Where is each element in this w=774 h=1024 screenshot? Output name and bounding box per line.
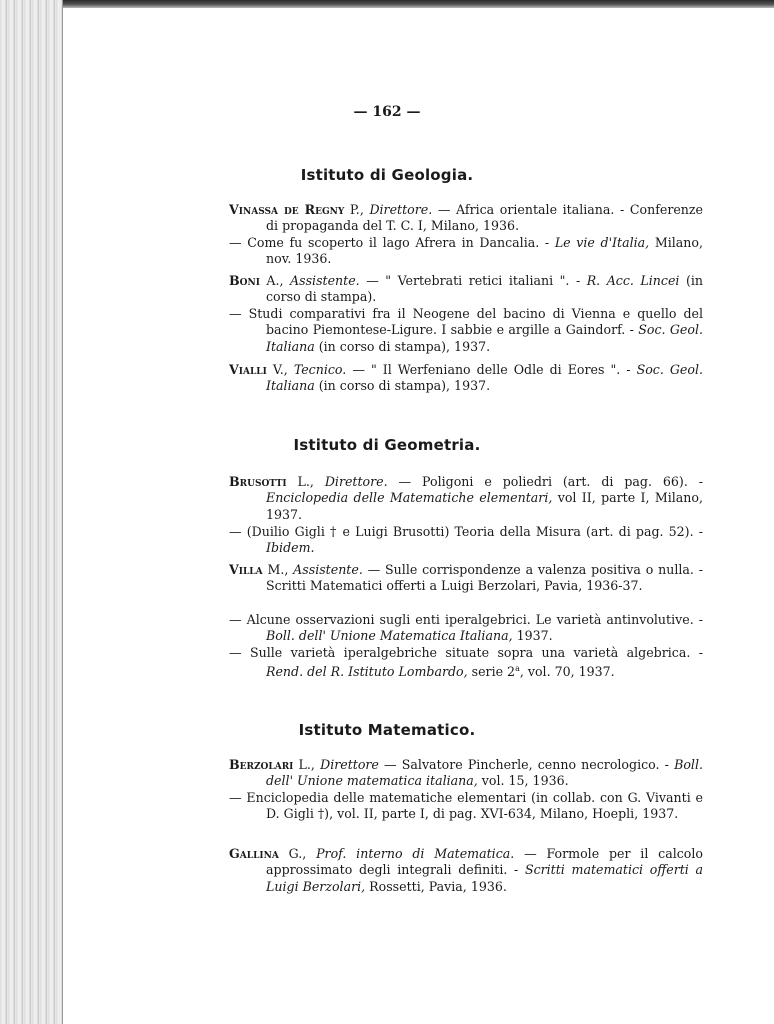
- entry-text-tail: (in corso di stampa).: [266, 273, 703, 305]
- entry-initials: L.,: [286, 474, 325, 489]
- entry-source: Soc. Geol. Italiana: [266, 322, 703, 354]
- entry-source: Boll. dell' Unione Matematica Italiana,: [266, 628, 513, 644]
- entry-initials: L.,: [293, 757, 321, 772]
- entry-author: Vinassa de Regny: [229, 202, 345, 217]
- entry-villa: [229, 562, 703, 595]
- book-binding-edge: [0, 0, 63, 1024]
- entry-text-tail: Rossetti, Pavia, 1936.: [365, 878, 507, 894]
- entry-role: Assistente.: [293, 562, 363, 577]
- entry-role: Direttore: [320, 757, 379, 772]
- entry-text: — Come fu scoperto il lago Afrera in Dancalia. -: [229, 235, 555, 250]
- entry-initials: A.,: [259, 273, 291, 288]
- entry-text-tail: (in corso di stampa), 1937.: [314, 378, 491, 394]
- entry-text: — Poligoni e poliedri (art. di pag. 66). -: [387, 474, 703, 489]
- entry-berzolari-2: [229, 790, 703, 823]
- entry-vinassa: [229, 202, 703, 235]
- section-heading-geologia: Istituto di Geologia.: [300, 166, 474, 184]
- entry-text-tail: serie 2: [467, 664, 516, 680]
- section-heading-matematico: Istituto Matematico.: [298, 721, 476, 739]
- entry-initials: P.,: [344, 202, 370, 217]
- entry-vinassa-2: [229, 235, 703, 268]
- entry-gallina: [229, 846, 703, 895]
- entry-source: Boll. dell' Unione matematica italiana,: [266, 757, 703, 789]
- entry-role: Direttore.: [369, 202, 433, 217]
- entry-text: — Sulle corrispondenze a valenza positiva o nulla. - Scritti Matematici offerti a Luigi Berzolari, Pavia, 1936-37.: [266, 562, 703, 594]
- entry-villa-2: [229, 612, 703, 645]
- entry-text: — " Il Werfeniano delle Odle di Eores ". -: [346, 362, 637, 377]
- entry-boni-2: [229, 306, 703, 355]
- entry-text: — Studi comparativi fra il Neogene del bacino di Vienna e quello del bacino Piemontese-Ligure. I sabbie e argille a Gaindorf. -: [229, 306, 703, 338]
- entry-text: — Enciclopedia delle matematiche elementari (in collab. con G. Vivanti e D. Gigli †), vol. II, parte I, di pag. XVI-634, Milano, Hoepli, 1937.: [229, 790, 703, 822]
- entry-role: Assistente.: [290, 273, 360, 288]
- entry-author: Boni: [229, 273, 260, 288]
- entry-text: — Formole per il calcolo approssimato degli integrali definiti. -: [266, 846, 704, 878]
- entry-source: Scritti matematici offerti a Luigi Berzolari,: [266, 862, 703, 894]
- entry-boni: [229, 273, 703, 306]
- entry-role: Tecnico.: [293, 362, 347, 377]
- entry-brusotti: [229, 474, 703, 523]
- entry-text: — Alcune osservazioni sugli enti iperalgebrici. Le varietà antinvolutive. -: [229, 612, 703, 627]
- entry-superscript: a: [515, 664, 520, 674]
- entry-source: Ibidem.: [266, 540, 315, 556]
- entry-source: Soc. Geol. Italiana: [266, 362, 703, 394]
- entry-initials: V.,: [266, 362, 294, 377]
- section-heading-geometria: Istituto di Geometria.: [293, 436, 481, 454]
- entry-berzolari: [229, 757, 703, 790]
- entry-text-end: , vol. 70, 1937.: [519, 664, 615, 680]
- entry-source: Enciclopedia delle Matematiche elementari,: [266, 490, 553, 506]
- entry-vialli: [229, 362, 703, 395]
- scan-top-edge: [0, 0, 774, 8]
- entry-text-tail: 1937.: [512, 628, 553, 644]
- entry-author: Brusotti: [229, 474, 287, 489]
- page-number: — 162 —: [353, 104, 421, 120]
- entry-initials: G.,: [278, 846, 317, 861]
- entry-brusotti-2: [229, 524, 703, 557]
- entry-initials: M.,: [262, 562, 294, 577]
- entry-text: — Sulle varietà iperalgebriche situate sopra una varietà algebrica. -: [229, 645, 703, 660]
- entry-role: Direttore.: [324, 474, 388, 489]
- entry-text-tail: Milano, nov. 1936.: [266, 235, 703, 267]
- entry-text: — Salvatore Pincherle, cenno necrologico. -: [378, 757, 675, 772]
- entry-source: R. Acc. Lincei: [586, 273, 680, 288]
- entry-author: Gallina: [229, 846, 279, 861]
- entry-text: — " Vertebrati retici italiani ". -: [359, 273, 587, 288]
- entry-text-tail: (in corso di stampa), 1937.: [314, 338, 491, 354]
- entry-text: — Africa orientale italiana. - Conferenze di propaganda del T. C. I, Milano, 1936.: [266, 202, 704, 234]
- entry-source: Le vie d'Italia,: [554, 235, 650, 250]
- entry-villa-3: [229, 645, 703, 681]
- entry-text-tail: vol II, parte I, Milano, 1937.: [266, 490, 703, 522]
- entry-source: Rend. del R. Istituto Lombardo,: [266, 664, 468, 680]
- entry-author: Villa: [229, 562, 263, 577]
- entry-role: Prof. interno di Matematica.: [316, 846, 515, 861]
- entry-author: Berzolari: [229, 757, 294, 772]
- entry-text-tail: vol. 15, 1936.: [477, 773, 569, 789]
- entry-text: — (Duilio Gigli † e Luigi Brusotti) Teoria della Misura (art. di pag. 52). -: [229, 524, 703, 539]
- entry-author: Vialli: [229, 362, 267, 377]
